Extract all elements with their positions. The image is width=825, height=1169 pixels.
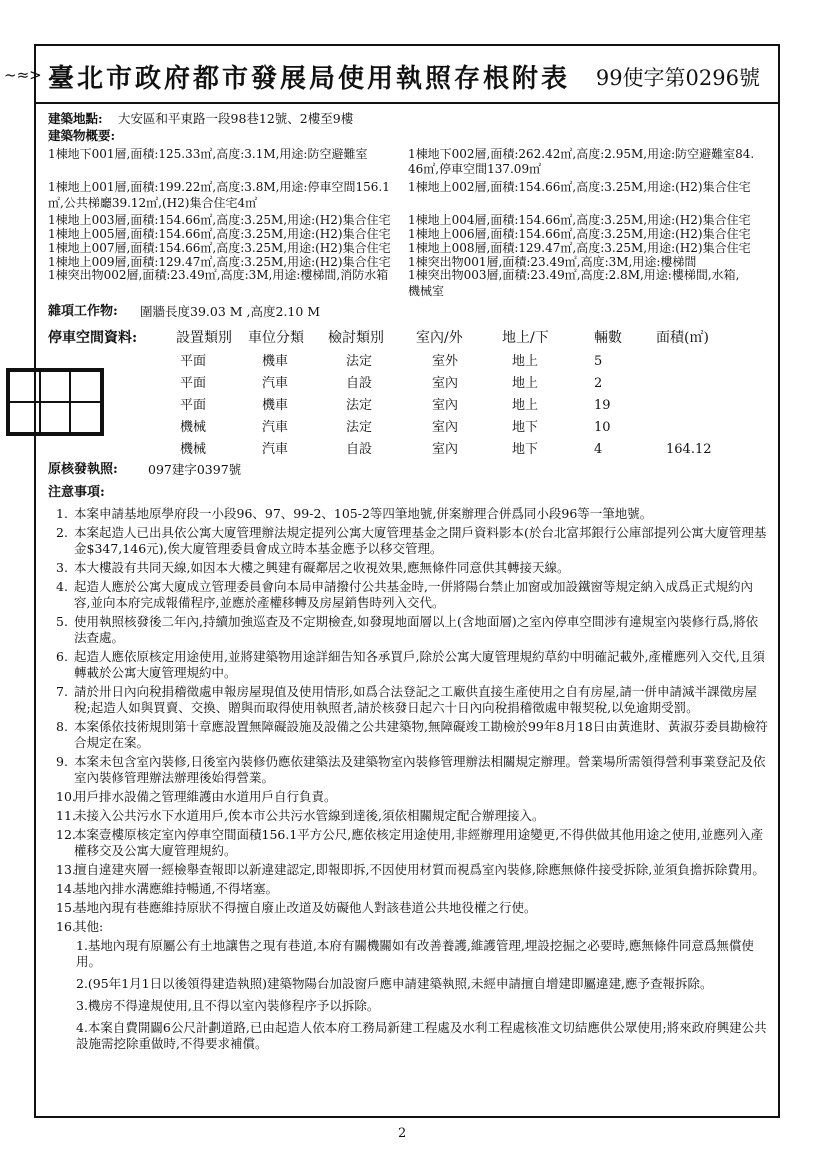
note-text: 用戶排水設備之管理維護由水道用戶自行負責。 xyxy=(74,789,337,804)
parking-cell: 地下 xyxy=(512,420,539,435)
overview-cell-left: 1棟地上009層,面積:129.47㎡,高度:3.25M,用途:(H2)集合住宅 xyxy=(48,255,391,269)
note-text: 起造人應依原核定用途使用,並將建築物用途詳細告知各承買戶,除於公寓大廈管理規約草約中明確記載外,產權應列入交代,且須轉載於公寓大廈管理規約中。 xyxy=(74,649,765,680)
overview-cell-right: 機械室 xyxy=(408,284,445,298)
overview-cell-right: 1棟突出物003層,面積:23.49㎡,高度:2.8M,用途:樓梯間,水箱, xyxy=(408,268,740,282)
note-text: 擅自違建夾層一經檢舉查報即以新違建認定,即報即拆,不因使用材質而視爲室內裝修,除應無條件接受拆除,並須負擔拆除費用。 xyxy=(74,862,765,877)
note-item xyxy=(56,919,768,935)
note-sub-item: 3.機房不得違規使用,且不得以室內裝修程序予以拆除。 xyxy=(76,998,380,1013)
overview-cell-right: 1棟突出物001層,面積:23.49㎡,高度:3M,用途:樓梯間 xyxy=(408,255,697,269)
note-number: 16. xyxy=(56,919,76,934)
overview-cell-left: 1棟地下001層,面積:125.33㎡,高度:3.1M,用途:防空避難室 xyxy=(48,147,368,161)
note-number: 8. xyxy=(56,719,68,734)
parking-cell: 機械 xyxy=(180,420,207,435)
note-number: 7. xyxy=(56,684,68,699)
note-text: 本案申請基地原學府段一小段96、97、99-2、105-2等四筆地號,併案辦理合併爲同小段96等一筆地號。 xyxy=(74,506,653,521)
parking-cell: 10 xyxy=(594,420,611,435)
note-number: 4. xyxy=(56,579,68,594)
note-text: 其他: xyxy=(74,919,104,934)
parking-cell: 4 xyxy=(594,442,603,457)
note-item xyxy=(56,684,768,716)
note-text: 使用執照核發後二年內,持續加強巡查及不定期檢查,如發現地面層以上(含地面層)之室內停車空間涉有違規室內裝修行爲,將依法查處。 xyxy=(74,614,759,645)
parking-cell: 地上 xyxy=(512,398,539,413)
site-value: 大安區和平東路一段98巷12號、2樓至9樓 xyxy=(118,111,354,126)
note-number: 9. xyxy=(56,754,68,769)
original-permit-value: 097建字0397號 xyxy=(148,462,242,477)
parking-cell: 自設 xyxy=(346,442,373,457)
note-text: 未接入公共污水下水道用戶,俟本市公共污水管線到達後,須依相關規定配合辦理接入。 xyxy=(74,808,545,823)
note-number: 10. xyxy=(56,789,76,804)
note-number: 12. xyxy=(56,827,76,842)
parking-cell: 平面 xyxy=(180,398,207,413)
note-sub-item: 2.(95年1月1日以後領得建造執照)建築物陽台加設窗戶應申請建築執照,未經申請擅自增建即屬違建,應予查報拆除。 xyxy=(76,976,713,991)
overview-cell-left: 1棟地上005層,面積:154.66㎡,高度:3.25M,用途:(H2)集合住宅 xyxy=(48,227,391,241)
binding-mark: ~≈> xyxy=(4,66,42,84)
original-permit-label: 原核發執照: xyxy=(48,462,118,477)
note-text: 本案壹樓原核定室內停車空間面積156.1平方公尺,應依核定用途使用,非經辦理用途變更,不得供做其他用途之使用,並應列入產權移交及公寓大廈管理規約。 xyxy=(74,827,764,858)
note-text: 基地內現有巷應維持原狀不得擅自廢止改道及妨礙他人對該巷道公共地役權之行使。 xyxy=(74,900,537,915)
note-text: 本案起造人已出具依公寓大廈管理辦法規定提列公寓大廈管理基金之開戶資料影本(於台北富邦銀行公庫部提列公寓大廈管理基金$347,146元),俟大廈管理委員會成立時本基金應予以移交管理。 xyxy=(74,525,767,556)
parking-cell: 室外 xyxy=(432,354,459,369)
parking-cell: 5 xyxy=(594,354,603,369)
parking-cell: 地上 xyxy=(512,354,539,369)
note-number: 1. xyxy=(56,506,68,521)
note-sub-item: 1.基地內現有原屬公有土地讓售之現有巷道,本府有關機關如有改善養護,維護管理,埋設挖掘之必要時,應無條件同意爲無償使用。 xyxy=(76,938,754,969)
overview-cell-left: 1棟突出物002層,面積:23.49㎡,高度:3M,用途:樓梯間,消防水箱 xyxy=(48,268,389,282)
site-label: 建築地點: xyxy=(48,111,103,126)
parking-header-cell: 面積(㎡) xyxy=(656,330,709,346)
parking-header-cell: 檢討類別 xyxy=(328,330,384,346)
note-number: 14. xyxy=(56,881,76,896)
parking-cell: 地下 xyxy=(512,442,539,457)
misc-label: 雜項工作物: xyxy=(48,304,118,319)
note-item xyxy=(56,614,768,646)
header-bar xyxy=(34,44,780,104)
parking-cell: 室內 xyxy=(432,376,459,391)
note-item xyxy=(56,754,768,786)
parking-cell: 汽車 xyxy=(262,376,289,391)
overview-label: 建築物概要: xyxy=(48,128,116,143)
note-text: 本案係依技術規則第十章應設置無障礙設施及設備之公共建築物,無障礙竣工勘檢於99年8月18日由黃進財、黃淑芬委員勘檢符合規定在案。 xyxy=(74,719,768,750)
note-item xyxy=(56,881,768,897)
overview-cell-right: 1棟地上006層,面積:154.66㎡,高度:3.25M,用途:(H2)集合住宅 xyxy=(408,227,751,241)
note-sub-item: 4.本案自費開闢6公尺計劃道路,已由起造人依本府工務局新建工程處及水利工程處核准文切結應供公眾使用;將來政府興建公共設施需挖除重做時,不得要求補償。 xyxy=(76,1020,767,1051)
parking-cell: 平面 xyxy=(180,354,207,369)
parking-cell: 19 xyxy=(594,398,611,413)
overview-cell-right: 1棟地上002層,面積:154.66㎡,高度:3.25M,用途:(H2)集合住宅 xyxy=(408,180,751,194)
parking-cell: 機車 xyxy=(262,354,289,369)
notes-label: 注意事項: xyxy=(48,485,105,500)
note-number: 6. xyxy=(56,649,68,664)
note-item xyxy=(56,827,768,859)
parking-cell: 法定 xyxy=(346,420,373,435)
overview-cell-right: 1棟地上004層,面積:154.66㎡,高度:3.25M,用途:(H2)集合住宅 xyxy=(408,213,751,227)
overview-cell-left: 1棟地上003層,面積:154.66㎡,高度:3.25M,用途:(H2)集合住宅 xyxy=(48,213,391,227)
parking-header-cell: 地上/下 xyxy=(502,330,549,346)
note-item xyxy=(56,506,768,522)
parking-cell: 機車 xyxy=(262,398,289,413)
parking-cell: 平面 xyxy=(180,376,207,391)
overview-cell-right: 1棟地下002層,面積:262.42㎡,高度:2.95M,用途:防空避難室84. xyxy=(408,147,755,161)
note-item xyxy=(56,900,768,916)
note-number: 15. xyxy=(56,900,76,915)
overview-cell-right: 1棟地上008層,面積:129.47㎡,高度:3.25M,用途:(H2)集合住宅 xyxy=(408,241,751,255)
seal-stamp xyxy=(6,368,104,436)
note-item xyxy=(56,719,768,751)
note-item xyxy=(56,862,768,878)
parking-cell: 2 xyxy=(594,376,603,391)
page-number: 2 xyxy=(398,1126,407,1141)
parking-cell: 室內 xyxy=(432,442,459,457)
parking-cell: 法定 xyxy=(346,354,373,369)
note-number: 5. xyxy=(56,614,68,629)
parking-cell: 法定 xyxy=(346,398,373,413)
parking-header-cell: 室內/外 xyxy=(416,330,463,346)
note-number: 2. xyxy=(56,525,68,540)
note-item xyxy=(56,789,768,805)
note-number: 11. xyxy=(56,808,76,823)
parking-cell: 汽車 xyxy=(262,442,289,457)
page-title: 臺北市政府都市發展局使用執照存根附表 xyxy=(48,64,571,94)
parking-header-cell: 輛數 xyxy=(594,330,622,346)
parking-cell: 室內 xyxy=(432,398,459,413)
note-item xyxy=(56,560,768,576)
note-text: 起造人應於公寓大廈成立管理委員會向本局申請撥付公共基金時,一併將陽台禁止加窗或加設鐵窗等規定納入成爲正式規約內容,並向本府完成報備程序,並應於產權移轉及房屋銷售時列入交代。 xyxy=(74,579,753,610)
overview-cell-right: 46㎡,停車空間137.09㎡ xyxy=(408,162,542,176)
note-text: 本案未包含室內裝修,日後室內裝修仍應依建築法及建築物室內裝修管理辦法相關規定辦理。營業場所需領得營利事業登記及依室內裝修管理辦法辦理後始得營業。 xyxy=(74,754,766,785)
overview-cell-left: 1棟地上007層,面積:154.66㎡,高度:3.25M,用途:(H2)集合住宅 xyxy=(48,241,391,255)
note-text: 基地內排水溝應維持暢通,不得堵塞。 xyxy=(74,881,278,896)
note-text: 請於卅日內向稅捐稽徵處申報房屋現值及使用情形,如爲合法登記之工廠供直接生產使用之自有房屋,請一併申請減半課徵房屋稅;起造人如與買賣、交換、贈與而取得使用執照者,請於核發日起六十日內向稅捐稽徵處申報契稅,以免逾期受罰。 xyxy=(74,684,757,715)
overview-cell-left: ㎡,公共梯廳39.12㎡,(H2)集合住宅4㎡ xyxy=(48,196,258,210)
parking-label: 停車空間資料: xyxy=(48,330,138,346)
parking-header-cell: 設置類別 xyxy=(176,330,232,346)
note-text: 本大樓設有共同天線,如因本大樓之興建有礙鄰居之收視效果,應無條件同意供其轉接天線。 xyxy=(74,560,570,575)
parking-cell: 汽車 xyxy=(262,420,289,435)
permit-number: 99使字第0296號 xyxy=(595,66,760,90)
note-item xyxy=(56,649,768,681)
note-item xyxy=(56,579,768,611)
note-item xyxy=(56,808,768,824)
note-number: 13. xyxy=(56,862,76,877)
parking-cell: 164.12 xyxy=(666,442,712,457)
parking-cell: 自設 xyxy=(346,376,373,391)
misc-value: 圍牆長度39.03 M ,高度2.10 M xyxy=(140,304,321,319)
note-number: 3. xyxy=(56,560,68,575)
parking-cell: 機械 xyxy=(180,442,207,457)
parking-header-cell: 車位分類 xyxy=(248,330,304,346)
parking-cell: 地上 xyxy=(512,376,539,391)
note-item xyxy=(56,525,768,557)
overview-cell-left: 1棟地上001層,面積:199.22㎡,高度:3.8M,用途:停車空間156.1 xyxy=(48,180,390,194)
parking-cell: 室內 xyxy=(432,420,459,435)
notes-list xyxy=(56,506,768,1058)
